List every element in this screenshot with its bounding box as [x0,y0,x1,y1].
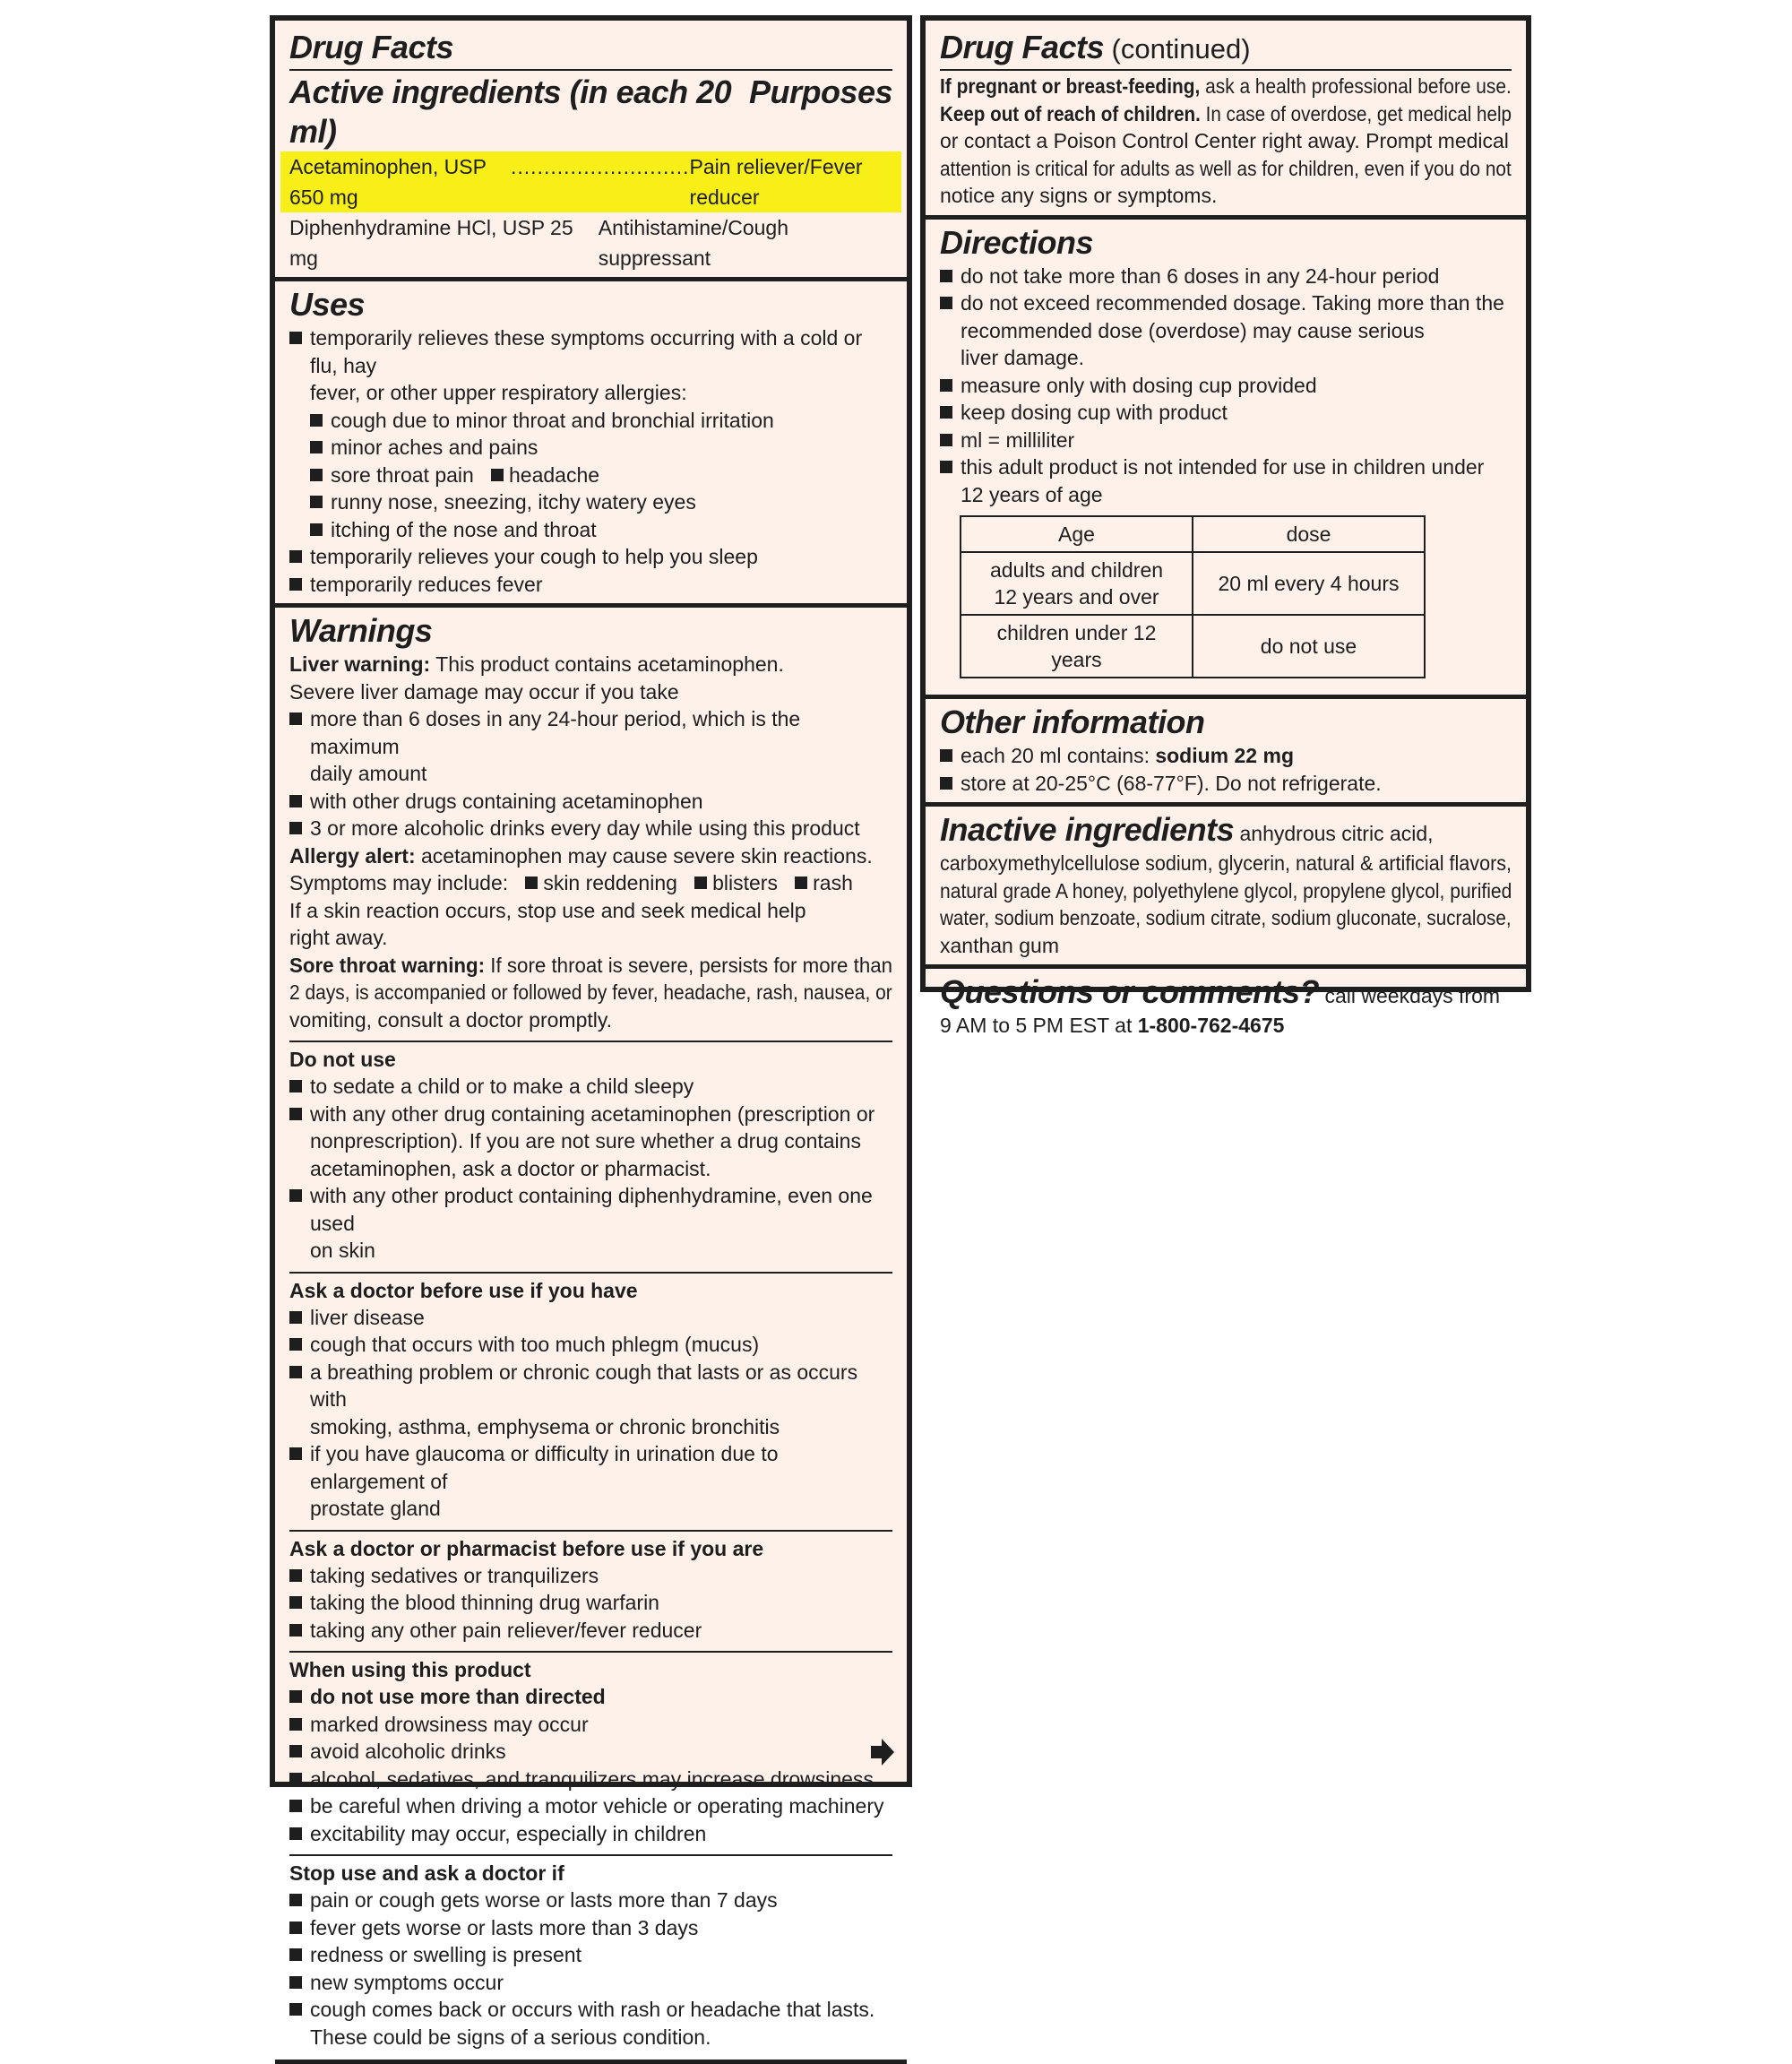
sore-throat-text: 2 days, is accompanied or followed by fever, headache, rash, nausea, or [289,980,892,1004]
list-item: more than 6 doses in any 24-hour period, which is the maximum daily amount [289,705,892,788]
ingredient-row-acetaminophen [280,151,901,212]
ingredient-name: Acetaminophen, USP 650 mg [289,155,487,209]
phone-number: 1-800-762-4675 [1137,1014,1285,1037]
list-item: if you have glaucoma or difficulty in urination due to enlargement of prostate gland [289,1440,892,1523]
bullet-icon [491,469,504,481]
table-cell: adults and children 12 years and over [961,552,1193,615]
dosage-table [960,515,1426,678]
list-item: minor aches and pains [310,434,892,462]
bullet-icon [525,877,538,889]
list-item: temporarily reduces fever [289,571,892,599]
list-item: taking the blood thinning drug warfarin [289,1589,892,1617]
table-cell: children under 12 years [961,615,1193,678]
questions-line: Questions or comments? call weekdays from [940,973,1501,1010]
list-item: excitability may occur, especially in children [289,1820,892,1848]
directions-section [926,220,1526,700]
liver-warning: Liver warning: This product contains acetaminophen. [289,652,784,676]
list-item: to sedate a child or to make a child sleepy [289,1073,892,1101]
other-information-header: Other information [940,704,1205,740]
table-header-cell: dose [1193,516,1425,552]
ask-pharmacist-header: Ask a doctor or pharmacist before use if you are [289,1530,892,1562]
list-item: liver disease [289,1304,892,1332]
list-item: this adult product is not intended for use in children under 12 years of age [940,453,1512,508]
list-item: keep dosing cup with product [940,399,1512,427]
list-item: itching of the nose and throat [310,516,892,544]
uses-section [275,281,907,608]
list-item: ml = milliliter [940,427,1512,454]
leader-dots: ........................... [511,155,690,178]
ingredient-row-diphenhydramine [289,212,892,273]
skin-reaction-text: right away. [289,926,388,949]
bullet-icon [795,877,807,889]
pregnant-warning: If pregnant or breast-feeding, ask a health professional before use. [940,74,1512,98]
list-item: runny nose, sneezing, itchy watery eyes [310,488,892,516]
ask-doctor-header: Ask a doctor before use if you have [289,1272,892,1304]
inactive-ingredients-text: xanthan gum [940,933,1059,957]
table-row [961,552,1425,615]
list-item: do not take more than 6 doses in any 24-hour period [940,263,1512,290]
sore-throat-text: vomiting, consult a doctor promptly. [289,1007,613,1032]
continue-arrow-icon [871,1739,894,1766]
liver-warning-text: Severe liver damage may occur if you take [289,679,679,704]
list-item: alcohol, sedatives, and tranquilizers may increase drowsiness [289,1766,892,1793]
list-item: taking any other pain reliever/fever reducer [289,1617,892,1645]
list-item: pain or cough gets worse or lasts more than 7 days [289,1887,892,1914]
continued-section [926,21,1526,220]
inactive-ingredients-text: water, sodium benzoate, sodium citrate, sodium gluconate, sucralose, [940,906,1512,929]
table-header-row [961,516,1425,552]
list-item: fever gets worse or lasts more than 3 days [289,1914,892,1942]
list-item: a breathing problem or chronic cough that lasts or as occurs with smoking, asthma, emphysema or chronic bronchitis [289,1359,892,1441]
list-item: sore throat pain headache [310,462,892,489]
list-item: store at 20-25°C (68-77°F). Do not refrigerate. [940,770,1512,798]
list-item: avoid alcoholic drinks [289,1738,892,1766]
list-item: cough that occurs with too much phlegm (mucus) [289,1331,892,1359]
ingredient-purpose: Pain reliever/Fever reducer [689,155,863,209]
list-item: each 20 ml contains: sodium 22 mg [940,742,1512,770]
questions-section [926,969,1526,1045]
keep-out-text: attention is critical for adults as well as for children, even if you do not [940,156,1512,180]
list-item: cough comes back or occurs with rash or headache that lasts. These could be signs of a serious condition. [289,1996,892,2051]
list-item: be careful when driving a motor vehicle or operating machinery [289,1792,892,1820]
directions-header: Directions [940,223,1094,261]
list-item: redness or swelling is present [289,1941,892,1969]
drug-facts-title: Drug Facts [289,28,892,71]
list-item: new symptoms occur [289,1969,892,1997]
list-item: do not use more than directed [289,1683,892,1711]
continued-title: Drug Facts (continued) [940,28,1512,71]
skin-reaction-text: If a skin reaction occurs, stop use and seek medical help [289,898,806,922]
other-information-section [926,699,1526,807]
list-item: measure only with dosing cup provided [940,372,1512,400]
allergy-alert: Allergy alert: acetaminophen may cause severe skin reactions. [289,843,873,868]
purposes-header: Purposes [748,73,892,110]
list-item: with other drugs containing acetaminophen [289,788,892,816]
do-not-use-header: Do not use [289,1041,892,1073]
table-header-cell: Age [961,516,1193,552]
inactive-ingredients-section [926,807,1526,969]
list-item: taking sedatives or tranquilizers [289,1562,892,1590]
drug-facts-left-panel [270,15,912,2049]
inactive-ingredients-text: carboxymethylcellulose sodium, glycerin, natural & artificial flavors, [940,851,1512,875]
symptoms-line: Symptoms may include: skin reddening blisters rash [289,871,853,894]
drug-facts-right-panel [920,15,1531,1037]
phone-line: 9 AM to 5 PM EST at 1-800-762-4675 [940,1014,1285,1037]
list-item: cough due to minor throat and bronchial irritation [310,407,892,435]
keep-out-text: or contact a Poison Control Center right away. Prompt medical [940,129,1509,152]
keep-out-text: notice any signs or symptoms. [940,184,1218,207]
list-item: marked drowsiness may occur [289,1711,892,1739]
warnings-section [275,608,907,2064]
keep-out-warning: Keep out of reach of children. In case of overdose, get medical help [940,101,1512,125]
table-cell: do not use [1193,615,1425,678]
list-item: 3 or more alcoholic drinks every day while using this product [289,815,892,842]
uses-header: Uses [289,286,366,323]
bullet-icon [694,877,707,889]
sore-throat-warning: Sore throat warning: If sore throat is severe, persists for more than [289,953,893,977]
warnings-header: Warnings [289,612,433,649]
ingredient-name: Diphenhydramine HCl, USP 25 mg [289,216,573,270]
when-using-header: When using this product [289,1651,892,1683]
table-cell: 20 ml every 4 hours [1193,552,1425,615]
list-item: with any other product containing diphenhydramine, even one used on skin [289,1182,892,1265]
stop-use-header: Stop use and ask a doctor if [289,1854,892,1887]
list-item: do not exceed recommended dosage. Taking more than the recommended dose (overdose) may cause serious liver damage. [940,289,1512,372]
list-item: temporarily relieves these symptoms occurring with a cold or flu, hay fever, or other upper respiratory allergies: [289,324,892,407]
active-ingredients-header: Active ingredients (in each 20 ml) [289,73,732,150]
active-ingredients-section [275,21,907,281]
list-item: with any other drug containing acetaminophen (prescription or nonprescription). If you are not sure whether a drug contains acetaminophen, ask a doctor or pharmacist. [289,1101,892,1183]
inactive-ingredients-line: Inactive ingredients anhydrous citric acid, [940,811,1434,848]
ingredient-purpose: Antihistamine/Cough suppressant [598,216,788,270]
inactive-ingredients-text: natural grade A honey, polyethylene glycol, propylene glycol, purified [940,878,1512,902]
table-row [961,615,1425,678]
list-item: temporarily relieves your cough to help you sleep [289,543,892,571]
